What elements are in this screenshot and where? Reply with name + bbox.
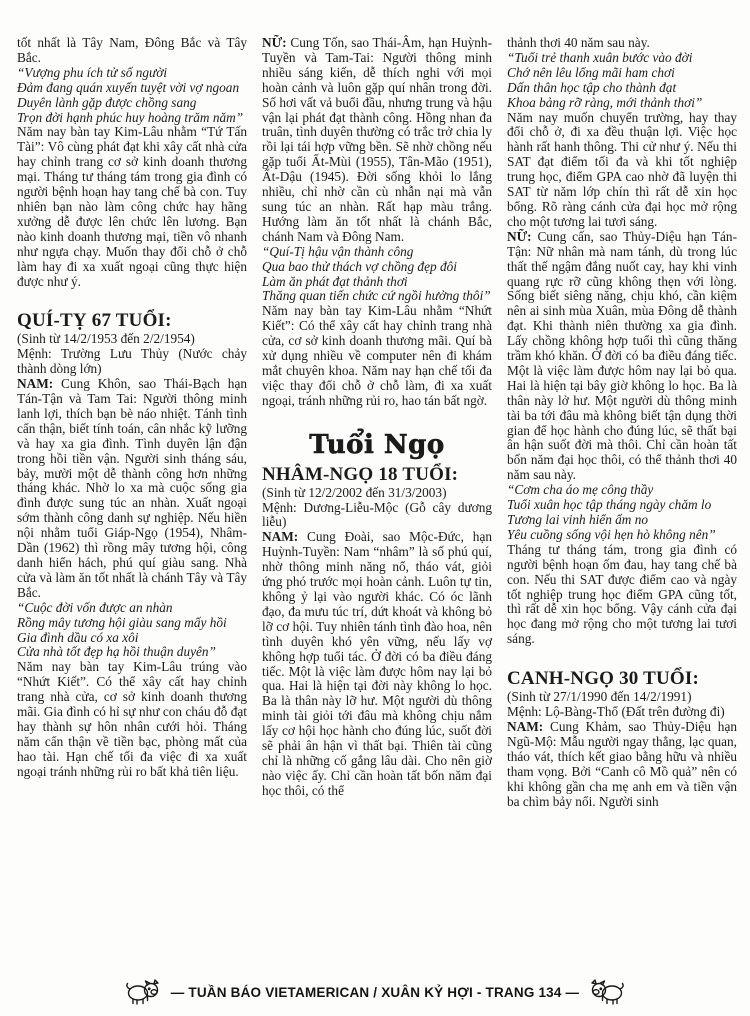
- paragraph: [507, 230, 737, 483]
- poem-line: “Cuộc đời vốn được an nhàn: [17, 599, 173, 615]
- age-subheading: NHÂM-NGỌ 18 TUỔI:: [262, 463, 459, 485]
- poem-line: Duyên lành gặp được chồng sang: [17, 94, 197, 110]
- gender-label: NỮ:: [262, 35, 287, 50]
- meta-line: (Sinh từ 12/2/2002 đến 31/3/2003): [262, 484, 447, 500]
- meta-line: Mệnh: Trường Lưu Thủy (Nước chảy thành dòng lớn): [17, 346, 247, 377]
- gender-label: NỮ:: [507, 228, 532, 244]
- poem-line: Yêu cuồng sống vội hẹn hò không nên”: [507, 526, 716, 542]
- poem: [17, 66, 247, 126]
- poem-line: Cửa nhà tốt đẹp hạ hồi thuận duyên”: [17, 644, 216, 660]
- paragraph: thảnh thơi 40 năm sau này.: [507, 35, 650, 50]
- poem-line: “Cơm cha áo mẹ công thầy: [507, 482, 654, 498]
- paragraph: tốt nhất là Tây Nam, Đông Bắc và Tây Bắc.: [17, 35, 247, 65]
- poem-line: Trọn đời hạnh phúc huy hoàng trăm năm”: [17, 109, 244, 125]
- poem-line: Dấn thân học tập cho thành đạt: [507, 79, 677, 95]
- poem-line: “Quí-Tị hậu vận thành công: [262, 243, 414, 259]
- paragraph-text: Cung Khảm, sao Thủy-Diệu hạn Ngũ-Mộ: Mẫu người ngay thẳng, lạc quan, tháo vát, thích kết giao bằng hữu và nhiều tham vọng. Bởi “Canh cô Mồ quả” nên có khi không gần cha mẹ anh em và tiền vận ba chìm bảy nổi. Người sinh: [507, 718, 737, 809]
- poem-line: Qua bao thử thách vợ chồng đẹp đôi: [262, 258, 457, 274]
- poem: [507, 483, 737, 543]
- pig-icon: [124, 979, 162, 1005]
- column-center: [262, 36, 492, 809]
- poem: [262, 245, 492, 305]
- paragraph: [507, 720, 737, 809]
- meta-line: Mệnh: Dương-Liễu-Mộc (Gỗ cây dương liễu): [262, 499, 492, 530]
- poem-line: Khoa bảng rỡ ràng, mới thảnh thơi”: [507, 94, 703, 110]
- paragraph: [262, 530, 492, 798]
- gender-label: NAM:: [507, 718, 544, 734]
- poem: [507, 51, 737, 111]
- gender-label: NAM:: [262, 529, 299, 545]
- poem-line: Rồng mây tương hội giàu sang mấy hồi: [17, 614, 227, 630]
- paragraph-text: Cung Khôn, sao Thái-Bạch hạn Tán-Tận và Tam Tai: Người thông minh lanh lợi, thích bạn bè náo nhiệt. Tánh tình cẩn thận, biết tính toán, cân nhắc kỹ lưỡng và hay xa gia đình. Tình duyên lận đận trong hồi tiền vận. Người sinh tháng sáu, bảy, mười một dễ thành công hơn những tháng khác. Nhờ lo xa mà cuộc sống gia đình được sung túc an nhàn. Xuất ngoại sớm thành công danh sự nghiệp. Nếu hiền nội nhằm tuổi Giáp-Ngọ (1954), Nhâm-Dần (1962) thì rồng mây tương hội, công danh hiển hách, phú quí giàu sang. Nhà cửa và làm ăn tốt nhất là chánh Tây và Tây Bắc.: [17, 376, 247, 600]
- column-layout: [17, 36, 737, 809]
- paragraph: [17, 377, 247, 601]
- paragraph-text: Cung Tốn, sao Thái-Âm, hạn Huỳnh-Tuyền và Tam-Tai: Người thông minh nhiều sáng kiến, dễ thích nghi với mọi hoàn cảnh và luôn gặp quí nhân trong đời. Số hơi vất vả buổi đầu, nhưng trung và hậu vận lại phát đạt thành công. Hồng nhan đa truân, tình duyên thường có trắc trở chia ly rồi lại tái hợp vững bền. Sẽ nhờ chồng nếu gặp tuổi Ất-Mùi (1955), Tân-Mão (1951), Ất-Dậu (1945). Đời sống khỏi lo lắng nhiều, chỉ nhờ cần cù nhẫn nại mà vẫn sung túc an nhàn. Rất hạp màu trắng. Hướng làm ăn tốt nhất là chánh Bắc, chánh Nam và Đông Nam.: [262, 35, 492, 244]
- poem-line: Chớ nên lêu lổng mãi ham chơi: [507, 64, 675, 80]
- paragraph: Năm nay bàn tay Kim-Lâu trúng vào “Nhứt Kiết”. Có thể xây cất hay chỉnh trang nhà cửa, cơ sở kinh doanh thương mãi. Gia đình có hỉ sự như con cháu đỗ đạt hay thành sự hôn nhân cưới hỏi. Tháng năm cẩn thận về tiền bạc, phòng mất của hao tài. Hạn chế tối đa việc đi xa xuất ngoại tránh những rủi ro bất khả tiên liệu.: [17, 659, 247, 779]
- paragraph: Năm nay bàn tay Kim-Lâu nhằm “Tứ Tấn Tài”: Vô cùng phát đạt khi xây cất nhà cửa hay chỉnh trang cơ sở kinh doanh thương mại. Tháng tư tháng tám trong gia đình có người bệnh hoạn hay tang chế bà con. Tuy nhiên bạn nào làm công chức hay hãng xưởng dễ được lên chức lên lương. Bạn nào kinh doanh thương mại, tiền vô nhanh như ngựa chạy. Muốn thay đổi chỗ ở chỗ làm hay đi xa xuất ngoại cũng thực hiện được như ý.: [17, 124, 247, 289]
- age-heading: QUÍ-TỴ 67 TUỔI:: [17, 310, 172, 332]
- poem-line: “Tuổi trẻ thanh xuân bước vào đời: [507, 49, 693, 65]
- paragraph: [262, 36, 492, 245]
- paragraph: Năm nay bàn tay Kim-Lâu nhằm “Nhứt Kiết”: Có thể xây cất hay chỉnh trang nhà cửa, cơ sở kinh doanh thương mãi. Quí bà xử dụng nhiều về computer nên đi khám mắt chuyên khoa. Năm nay hạn chế tối đa việc thay đổi chỗ ở chỗ làm, đi xa xuất ngoại, tránh những rủi ro, hao tán bất ngờ.: [262, 303, 492, 408]
- column-left: [17, 36, 247, 809]
- footer-text: — TUẦN BÁO VIETAMERICAN / XUÂN KỶ HỢI - TRANG 134 —: [170, 984, 580, 1000]
- poem-line: Đảm đang quán xuyến tuyệt vời vợ ngoan: [17, 79, 240, 95]
- poem-line: Tương lai vinh hiển ấm no: [507, 512, 649, 527]
- paragraph: Tháng tư tháng tám, trong gia đình có người bệnh hoạn ốm đau, hay tang chế bà con. Nếu thi SAT được điểm cao và ngày tốt nghiệp trung học điểm GPA cũng tốt, thì rất dễ xin học bổng. Vậy cánh cửa đại học đang mở rộng cho một tương lai tươi sáng.: [507, 541, 737, 647]
- page-footer: [0, 979, 750, 1005]
- meta-line: (Sinh từ 27/1/1990 đến 14/2/1991): [507, 689, 692, 705]
- zodiac-section-title: Tuổi Ngọ: [309, 429, 445, 460]
- paragraph-text: Cung cấn, sao Thủy-Diệu hạn Tán-Tận: Nữ nhân mà nam tánh, dù trong lúc thất thế ngậm đắng nuốt cay, hay khi vinh quang rực rỡ cũng không thẹn với lòng. Sống biết siêng năng, chịu khó, cần kiệm nên ai sinh mùa Xuân, mùa Đông dễ thành đạt. Khi thành niên thường xa gia đình. Lấy chồng không hợp tuổi thì cũng thăng trầm khó khăn. Ở đời có ba điều đáng tiếc. Một là việc làm được hôm nay lại bỏ qua. Hai là hiện tại bây giờ không lo học. Ba là thân này lở hư. Một người dù thông minh tài ba tới đâu mà không biết tận dụng thời gian để học hành cho đúng lúc, sẽ thất bại ân hận suốt đời mà thôi. Chỉ cần hoàn tất bốn năm đại học thôi, có thể thảnh thơi 40 năm sau này.: [507, 228, 737, 483]
- meta-line: Mệnh: Lộ-Bàng-Thổ (Đất trên đường đi): [507, 704, 725, 720]
- poem-line: Tuổi xuân học tập tháng ngày chăm lo: [507, 497, 712, 513]
- pig-icon: [588, 979, 626, 1005]
- poem: [17, 601, 247, 661]
- poem-line: Làm ăn phát đạt thảnh thơi: [262, 273, 408, 289]
- meta-line: (Sinh từ 14/2/1953 đến 2/2/1954): [17, 331, 195, 347]
- age-heading: CANH-NGỌ 30 TUỔI:: [507, 668, 699, 690]
- paragraph-text: Cung Đoài, sao Mộc-Đức, hạn Huỳnh-Tuyền: Nam “nhâm” là số phú quí, nhờ thông minh năng nổ, tháo vát, giỏi ứng phó trước mọi hoàn cảnh. Luôn tự tin, không ỷ lại vào người khác. Có óc lãnh đạo, đa mưu túc trí, dứt khoát và không bỏ lỡ cơ hội. Tuy nhiên tánh tình đào hoa, nên tình duyên khó yên vững, nếu lấy vợ không hợp tuổi tác. Ở đời có ba điều đáng tiếc. Một là việc làm được hôm nay lại bỏ qua. Hai là hiện tại đời này không lo học. Ba là thân này lỡ hư. Một người dù thông minh tài giỏi tới đâu mà không chịu nắm lấy cơ hội học hành cho đúng lúc, suốt đời sẽ phải ân hận vì thất bại. Thiên tài cũng chỉ là những cố gắng lâu dài. Cho nên giờ nào việc ấy. Chỉ cần hoàn tất bốn năm đại học thôi, có thể: [262, 529, 492, 798]
- poem-line: “Vượng phu ích tử số người: [17, 64, 168, 80]
- poem-line: Thăng quan tiến chức cứ ngồi hưởng thôi”: [262, 288, 491, 304]
- gender-label: NAM:: [17, 376, 54, 392]
- column-right: [507, 36, 737, 809]
- paragraph: Năm nay muốn chuyển trường, hay thay đổi chỗ ở, đi xa đều thuận lợi. Việc học hành rất hanh thông. Thi cử như ý. Nếu thi SAT đạt điểm tối đa và khi tốt nghiệp trung học, điểm GPA cao nhờ đã luyện thi SAT từ năm lớp chín thì rất dễ xin học bổng. Rõ ràng cánh cửa đại học mở rộng cho một tương lai tươi sáng.: [507, 109, 737, 229]
- poem-line: Gia đình dầu có xa xôi: [17, 629, 139, 645]
